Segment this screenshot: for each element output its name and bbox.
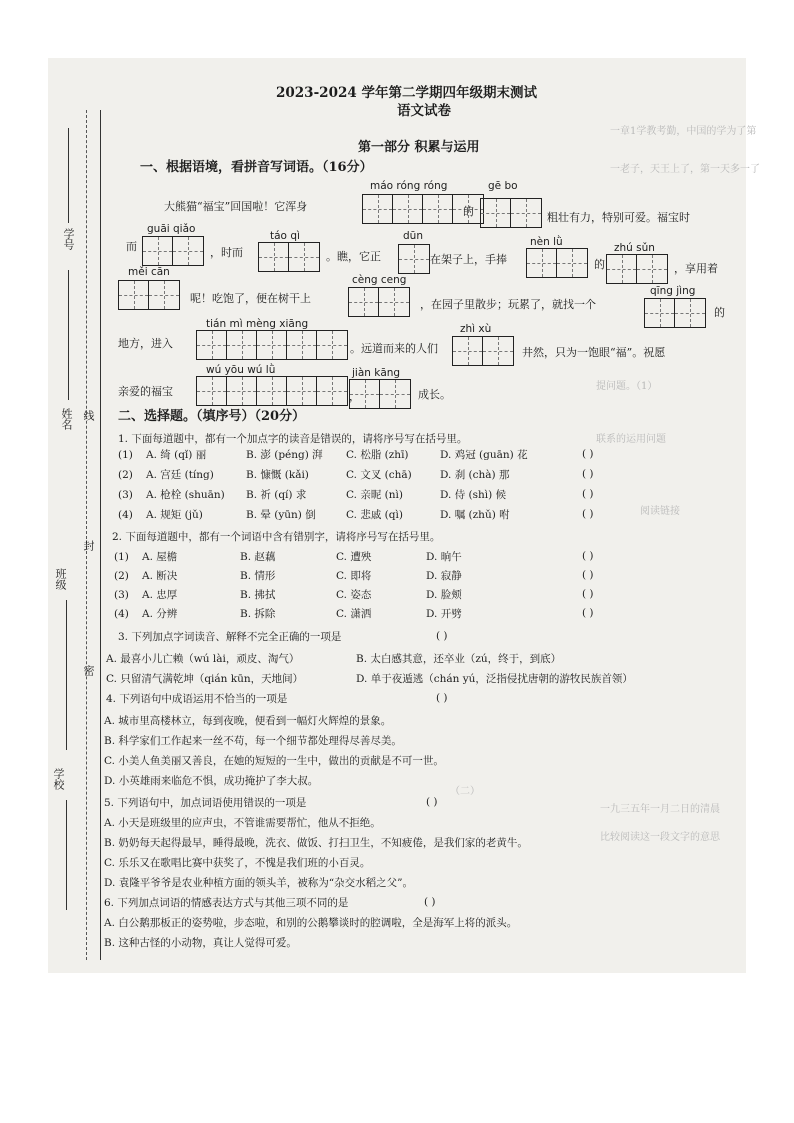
passage-text: ， bbox=[349, 390, 360, 403]
pinyin-gebo: gē bo bbox=[488, 180, 518, 192]
answer-paren[interactable]: ( ) bbox=[582, 468, 594, 480]
passage-text: ，在园子里散步；玩累了，就找一个 bbox=[420, 298, 596, 311]
q4-option-d: D. 小英雄雨来临危不惧，成功掩护了李大叔。 bbox=[104, 775, 319, 787]
bleed-text: （二） bbox=[450, 786, 480, 797]
q1-row-1-option: C. 松脂 (zhī) bbox=[346, 449, 409, 461]
q2-row-2-option: D. 寂静 bbox=[426, 570, 462, 582]
q5-option-a: A. 小天是班级里的应声虫，不管谁需要帮忙，他从不拒绝。 bbox=[104, 817, 381, 829]
q4-option-a: A. 城市里高楼林立，每到夜晚，便看到一幅灯火辉煌的景象。 bbox=[104, 715, 392, 727]
bleed-text: 阅读链接 bbox=[640, 506, 680, 517]
q1-row-4-num: (4) bbox=[118, 509, 133, 521]
q2-row-1-num: (1) bbox=[114, 551, 129, 563]
pinyin-nenlv: nèn lǜ bbox=[530, 236, 563, 248]
name-label: 姓名 bbox=[60, 408, 73, 430]
q2-row-3-option: B. 拂拭 bbox=[240, 589, 276, 601]
passage-text: 大熊猫“福宝”回国啦！它浑身 bbox=[164, 200, 308, 213]
q5-option-c: C. 乐乐又在歌唱比赛中获奖了，不愧是我们班的小百灵。 bbox=[104, 857, 371, 869]
part-title: 第一部分 积累与运用 bbox=[358, 140, 480, 155]
answer-grid-dun[interactable] bbox=[398, 244, 430, 274]
q1-row-2-option: B. 慷慨 (kǎi) bbox=[246, 469, 309, 481]
pinyin-maorongrong: máo róng róng bbox=[370, 180, 448, 192]
pinyin-zhixu: zhì xù bbox=[460, 323, 492, 335]
passage-text: 的 bbox=[714, 306, 725, 319]
passage-text: 呢！吃饱了，便在树干上 bbox=[190, 292, 311, 305]
q6-option-b: B. 这种古怪的小动物，真让人觉得可爱。 bbox=[104, 937, 297, 949]
q4-stem: 4. 下列语句中成语运用不恰当的一项是 bbox=[106, 693, 288, 705]
passage-text: 。瞧，它正 bbox=[326, 250, 381, 263]
q1-row-1-num: (1) bbox=[118, 449, 133, 461]
passage-text: ，时而 bbox=[210, 246, 243, 259]
answer-grid-zhixu[interactable] bbox=[452, 336, 514, 366]
answer-grid-jiankang[interactable] bbox=[349, 379, 411, 409]
answer-paren[interactable]: ( ) bbox=[582, 607, 594, 619]
answer-paren[interactable]: ( ) bbox=[436, 692, 448, 704]
answer-grid-taoqi[interactable] bbox=[258, 242, 320, 272]
q5-option-b: B. 奶奶每天起得最早，睡得最晚，洗衣、做饭、打扫卫生，不知疲倦，是我们家的老黄牛。 bbox=[104, 837, 528, 849]
q2-row-2-option: B. 情形 bbox=[240, 570, 276, 582]
q1-stem: 1. 下面每道题中，都有一个加点字的读音是错误的，请将序号写在括号里。 bbox=[118, 433, 468, 445]
school-blank[interactable] bbox=[66, 800, 67, 910]
pinyin-dun: dūn bbox=[403, 230, 423, 242]
answer-paren[interactable]: ( ) bbox=[582, 448, 594, 460]
q6-stem: 6. 下列加点词语的情感表达方式与其他三项不同的是 bbox=[104, 897, 349, 909]
bleed-text: 比较阅读这一段文字的意思 bbox=[600, 832, 720, 843]
q1-row-2-option: A. 宫廷 (tíng) bbox=[146, 469, 214, 481]
answer-paren[interactable]: ( ) bbox=[424, 896, 436, 908]
q2-row-3-option: C. 姿态 bbox=[336, 589, 372, 601]
passage-text: 井然，只为一饱眼“福”。祝愿 bbox=[522, 346, 666, 359]
passage-text: 的 bbox=[463, 205, 474, 218]
section1-title: 一、根据语境，看拼音写词语。（16分） bbox=[140, 160, 373, 175]
q1-row-3-option: A. 枪栓 (shuān) bbox=[146, 489, 225, 501]
q2-row-1-option: B. 赵藕 bbox=[240, 551, 276, 563]
q2-row-2-option: C. 即将 bbox=[336, 570, 372, 582]
answer-paren[interactable]: ( ) bbox=[582, 488, 594, 500]
q1-row-3-option: C. 亲昵 (nì) bbox=[346, 489, 403, 501]
binding-line bbox=[100, 110, 101, 960]
answer-paren[interactable]: ( ) bbox=[582, 550, 594, 562]
exam-title: 2023-2024 学年第二学期四年级期末测试 bbox=[276, 85, 537, 101]
passage-text: ，享用着 bbox=[674, 262, 718, 275]
answer-grid-meican[interactable] bbox=[118, 280, 180, 310]
passage-text: 的 bbox=[594, 258, 605, 271]
name-blank[interactable] bbox=[68, 270, 69, 400]
q2-row-3-num: (3) bbox=[114, 589, 129, 601]
passage-text: 亲爱的福宝 bbox=[118, 385, 173, 398]
q2-row-4-num: (4) bbox=[114, 608, 129, 620]
q3-option-d: D. 单于夜遁逃（chán yú，泛指侵扰唐朝的游牧民族首领） bbox=[356, 673, 633, 685]
student-id-blank[interactable] bbox=[68, 128, 69, 223]
binding-dashed-line bbox=[86, 110, 87, 960]
section2-title: 二、选择题。（填序号）（20分） bbox=[118, 409, 306, 424]
q2-row-4-option: C. 潇洒 bbox=[336, 608, 372, 620]
pinyin-wuyouwulv: wú yōu wú lǜ bbox=[206, 364, 276, 376]
q1-row-3-num: (3) bbox=[118, 489, 133, 501]
answer-grid-nenlv[interactable] bbox=[526, 248, 588, 278]
q3-option-a: A. 最喜小儿亡赖（wú lài，顽皮、淘气） bbox=[106, 653, 300, 665]
q1-row-1-option: B. 澎 (péng) 湃 bbox=[246, 449, 323, 461]
bleed-text: 提问题。（1） bbox=[596, 381, 658, 392]
pinyin-tianmimengxiang: tián mì mèng xiāng bbox=[206, 318, 309, 330]
q1-row-1-option: D. 鸡冠 (guān) 花 bbox=[440, 449, 528, 461]
passage-text: 而 bbox=[126, 240, 137, 253]
pinyin-cengceng: cèng ceng bbox=[352, 274, 407, 286]
bleed-text: 一老子，天王上了，第一天多一了 bbox=[610, 164, 760, 175]
pinyin-taoqi: táo qì bbox=[270, 230, 300, 242]
q3-stem: 3. 下列加点字词读音、解释不完全正确的一项是 bbox=[118, 631, 342, 643]
pinyin-guaiqiao: guāi qiǎo bbox=[147, 223, 196, 235]
q1-row-4-option: D. 嘱 (zhǔ) 咐 bbox=[440, 509, 510, 521]
answer-grid-qingjing[interactable] bbox=[644, 298, 706, 328]
q1-row-2-num: (2) bbox=[118, 469, 133, 481]
q1-row-2-option: D. 刹 (chà) 那 bbox=[440, 469, 510, 481]
q2-row-3-option: D. 脸颊 bbox=[426, 589, 462, 601]
bleed-text: 联系的运用问题 bbox=[596, 434, 666, 445]
school-label: 学校 bbox=[52, 768, 65, 790]
q2-row-4-option: A. 分辨 bbox=[142, 608, 178, 620]
q4-option-b: B. 科学家们工作起来一丝不苟，每一个细节都处理得尽善尽美。 bbox=[104, 735, 402, 747]
answer-grid-tianmimengxiang[interactable] bbox=[196, 330, 348, 360]
seal-mi-char: 密 bbox=[82, 665, 95, 676]
seal-feng-char: 封 bbox=[82, 540, 95, 551]
q1-row-4-option: A. 规矩 (jǔ) bbox=[146, 509, 203, 521]
passage-text: 地方，进入 bbox=[118, 337, 173, 350]
q3-option-b: B. 太白感其意，还卒业（zú，终于，到底） bbox=[356, 653, 562, 665]
q5-option-d: D. 袁隆平爷爷是农业种植方面的领头羊，被称为“杂交水稻之父”。 bbox=[104, 877, 413, 889]
pinyin-meican: měi cān bbox=[128, 266, 170, 278]
q4-option-c: C. 小美人鱼美丽又善良，在她的短短的一生中，做出的贡献是不可一世。 bbox=[104, 755, 444, 767]
passage-text: 成长。 bbox=[418, 388, 451, 401]
answer-grid-zhusun[interactable] bbox=[606, 254, 668, 284]
pinyin-jiankang: jiàn kāng bbox=[352, 367, 401, 379]
pinyin-zhusun: zhú sǔn bbox=[614, 242, 655, 254]
answer-paren[interactable]: ( ) bbox=[582, 508, 594, 520]
q1-row-3-option: B. 祈 (qí) 求 bbox=[246, 489, 307, 501]
q2-row-1-option: C. 遭殃 bbox=[336, 551, 372, 563]
q5-stem: 5. 下列语句中，加点词语使用错误的一项是 bbox=[104, 797, 307, 809]
q2-stem: 2. 下面每道题中，都有一个词语中含有错别字，请将序号写在括号里。 bbox=[112, 531, 441, 543]
bleed-text: 一九三五年一月二日的清晨 bbox=[600, 804, 720, 815]
q1-row-4-option: B. 晕 (yūn) 倒 bbox=[246, 509, 316, 521]
answer-grid-guaiqiao[interactable] bbox=[142, 236, 204, 266]
student-id-label: 学号 bbox=[62, 228, 75, 250]
answer-grid-cengceng[interactable] bbox=[348, 287, 410, 317]
exam-subtitle: 语文试卷 bbox=[397, 103, 451, 119]
q6-option-a: A. 白公鹅那板正的姿势啦，步态啦，和别的公鹅攀谈时的腔调啦，全是海军上将的派头。 bbox=[104, 917, 518, 929]
q2-row-4-option: D. 开劈 bbox=[426, 608, 462, 620]
q1-row-1-option: A. 绮 (qǐ) 丽 bbox=[146, 449, 207, 461]
answer-paren[interactable]: ( ) bbox=[582, 588, 594, 600]
bleed-text: 一章1学教考勤，中国的学为了第 bbox=[610, 126, 757, 137]
q2-row-2-option: A. 断决 bbox=[142, 570, 178, 582]
answer-grid-wuyouwulv[interactable] bbox=[196, 376, 348, 406]
q1-row-4-option: C. 悲戚 (qì) bbox=[346, 509, 403, 521]
q3-option-c: C. 只留清气满乾坤（qián kūn，天地间） bbox=[106, 673, 304, 685]
q2-row-2-num: (2) bbox=[114, 570, 129, 582]
answer-paren[interactable]: ( ) bbox=[426, 796, 438, 808]
answer-paren[interactable]: ( ) bbox=[436, 630, 448, 642]
q1-row-2-option: C. 文叉 (chā) bbox=[346, 469, 412, 481]
q2-row-1-option: A. 屋檐 bbox=[142, 551, 178, 563]
passage-text: 在架子上，手捧 bbox=[430, 253, 507, 266]
class-blank[interactable] bbox=[66, 600, 67, 750]
answer-grid-gebo[interactable] bbox=[480, 198, 542, 228]
q2-row-1-option: D. 晌午 bbox=[426, 551, 462, 563]
passage-text: 粗壮有力，特别可爱。福宝时 bbox=[547, 211, 690, 224]
class-label: 班级 bbox=[54, 568, 67, 590]
q2-row-4-option: B. 拆除 bbox=[240, 608, 276, 620]
pinyin-qingjing: qīng jìng bbox=[650, 285, 696, 297]
passage-text: 。远道而来的人们 bbox=[350, 342, 438, 355]
q1-row-3-option: D. 侍 (shì) 候 bbox=[440, 489, 507, 501]
seal-line-char: 线 bbox=[82, 410, 95, 421]
q2-row-3-option: A. 忠厚 bbox=[142, 589, 178, 601]
answer-paren[interactable]: ( ) bbox=[582, 569, 594, 581]
